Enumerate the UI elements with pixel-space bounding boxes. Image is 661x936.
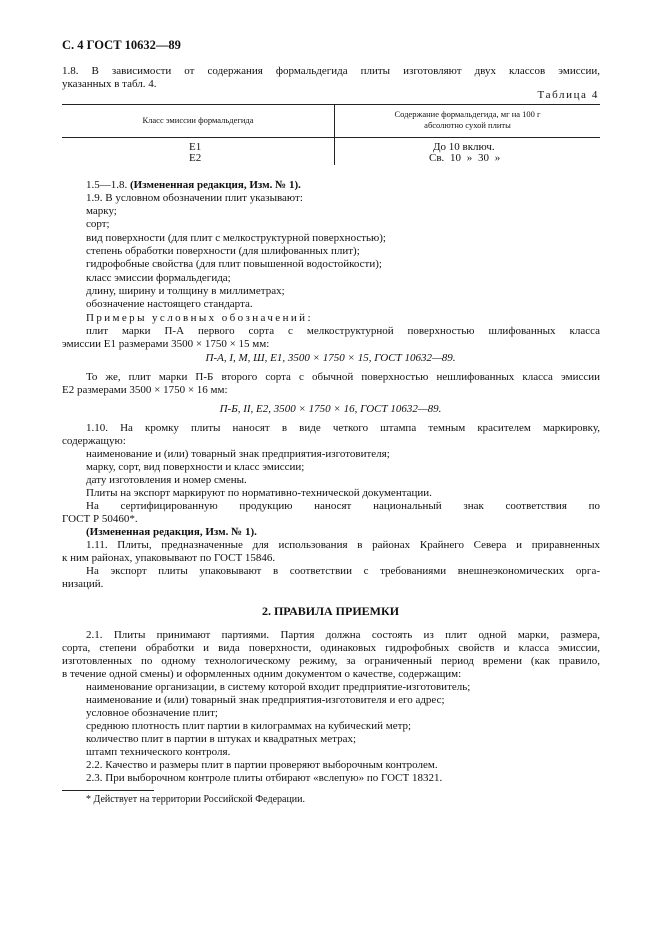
- list-item: наименование и (или) товарный знак предприятия-изготовителя и его адрес;: [86, 694, 445, 706]
- list-item: гидрофобные свойства (для плит повышенной водостойкости);: [86, 258, 382, 271]
- edition-note-number: 1.5—1.8.: [86, 179, 130, 191]
- paragraph-1-10-line1: 1.10. На кромку плиты наносят в виде четкого штампа темным красителем маркировку,: [86, 422, 600, 434]
- edition-note-1-5: [86, 179, 301, 192]
- table-row1-class: Е1: [189, 141, 202, 153]
- paragraph-1-10-line2: содержащую:: [62, 435, 126, 447]
- paragraph-1-8-line1: 1.8. В зависимости от содержания формальдегида плиты изготовляют двух классов эмиссии,: [62, 65, 600, 77]
- certification-line2: ГОСТ Р 50460*.: [62, 513, 138, 525]
- list-item: длину, ширину и толщину в миллиметрах;: [86, 284, 285, 297]
- edition-note-1-10: (Измененная редакция, Изм. № 1).: [86, 526, 257, 538]
- export-packing-line1: На экспорт плиты упаковывают в соответствии с требованиями внешнеэкономических орга-: [86, 565, 600, 577]
- example2-line2: Е2 размерами 3500 × 1750 × 16 мм:: [62, 384, 228, 396]
- paragraph-2-1-line3: изготовленных по одному технологическому режиму, за ограниченный период времени (как правило,: [62, 655, 600, 667]
- list-item: вид поверхности (для плит с мелкоструктурной поверхностью);: [86, 231, 386, 244]
- paragraph-1-11-line2: к ним районах, упаковывают по ГОСТ 15846.: [62, 552, 276, 564]
- list-item: количество плит в партии в штуках и квадратных метрах;: [86, 733, 357, 745]
- export-packing-line2: низаций.: [62, 578, 104, 590]
- page-header: С. 4 ГОСТ 10632—89: [62, 38, 181, 52]
- footnote: * Действует на территории Российской Федерации.: [86, 794, 305, 805]
- list-item: марку;: [86, 205, 117, 217]
- table-col2-header-line1: Содержание формальдегида, мг на 100 г: [394, 109, 541, 119]
- list-item: сорт;: [86, 218, 110, 231]
- table-row2-content: Св. 10 » 30 »: [429, 152, 501, 164]
- table-row1-content: До 10 включ.: [433, 141, 495, 153]
- list-item: наименование организации, в систему которой входит предприятие-изготовитель;: [86, 681, 471, 693]
- export-marking: Плиты на экспорт маркируют по нормативно-технической документации.: [86, 487, 432, 499]
- paragraph-2-1-line4: в течение одной смены) и оформленных одним документом о качестве, содержащим:: [62, 668, 462, 680]
- list-item: марку, сорт, вид поверхности и класс эмиссии;: [86, 461, 305, 473]
- paragraph-2-2: 2.2. Качество и размеры плит в партии проверяют выборочным контролем.: [86, 759, 438, 771]
- section-2-title: 2. ПРАВИЛА ПРИЕМКИ: [261, 604, 400, 618]
- table-col2-header-line2: абсолютно сухой плиты: [424, 120, 511, 130]
- table-header-rule: [62, 137, 600, 138]
- list-item: среднюю плотность плит партии в килограммах на кубический метр;: [86, 720, 412, 732]
- certification-line1: На сертифицированную продукцию наносят национальный знак соответствия по: [86, 500, 600, 512]
- edition-note-text: (Измененная редакция, Изм. № 1).: [130, 179, 301, 191]
- paragraph-1-9: 1.9. В условном обозначении плит указывают:: [86, 192, 303, 204]
- example2-formula: П-Б, II, Е2, 3500 × 1750 × 16, ГОСТ 10632—89.: [219, 403, 442, 415]
- list-item: степень обработки поверхности (для шлифованных плит);: [86, 244, 360, 257]
- paragraph-2-1-line1: 2.1. Плиты принимают партиями. Партия должна состоять из плит одной марки, размера,: [86, 629, 600, 641]
- example1-line1: плит марки П-А первого сорта с мелкоструктурной поверхностью шлифованных класса: [86, 325, 600, 337]
- list-item: дату изготовления и номер смены.: [86, 474, 247, 486]
- paragraph-2-3: 2.3. При выборочном контроле плиты отбирают «вслепую» по ГОСТ 18321.: [86, 772, 443, 784]
- list-item: наименование и (или) товарный знак предприятия-изготовителя;: [86, 448, 390, 460]
- paragraph-1-8-line2: указанных в табл. 4.: [62, 78, 157, 90]
- paragraph-1-11-line1: 1.11. Плиты, предназначенные для использования в районах Крайнего Севера и приравненных: [86, 539, 600, 551]
- list-item: условное обозначение плит;: [86, 707, 218, 719]
- list-item: штамп технического контроля.: [86, 746, 231, 758]
- examples-title: Примеры условных обозначений:: [86, 312, 313, 324]
- example1-line2: эмиссии Е1 размерами 3500 × 1750 × 15 мм:: [62, 338, 270, 350]
- table-row2-class: Е2: [189, 152, 202, 164]
- example2-line1: То же, плит марки П-Б второго сорта с обычной поверхностью нешлифованных класса эмиссии: [86, 371, 600, 383]
- table-caption: Таблица 4: [537, 89, 599, 101]
- paragraph-2-1-line2: сорта, степени обработки и вида поверхности, одинаковых гидрофобных свойств и класса эмиссии,: [62, 642, 600, 654]
- list-item: обозначение настоящего стандарта.: [86, 298, 253, 311]
- example1-formula: П-А, I, М, Ш, Е1, 3500 × 1750 × 15, ГОСТ 10632—89.: [205, 352, 456, 364]
- footnote-rule: [62, 790, 154, 791]
- list-item: класс эмиссии формальдегида;: [86, 271, 231, 284]
- table-col1-header: Класс эмиссии формальдегида: [142, 115, 254, 125]
- table-top-rule: [62, 104, 600, 105]
